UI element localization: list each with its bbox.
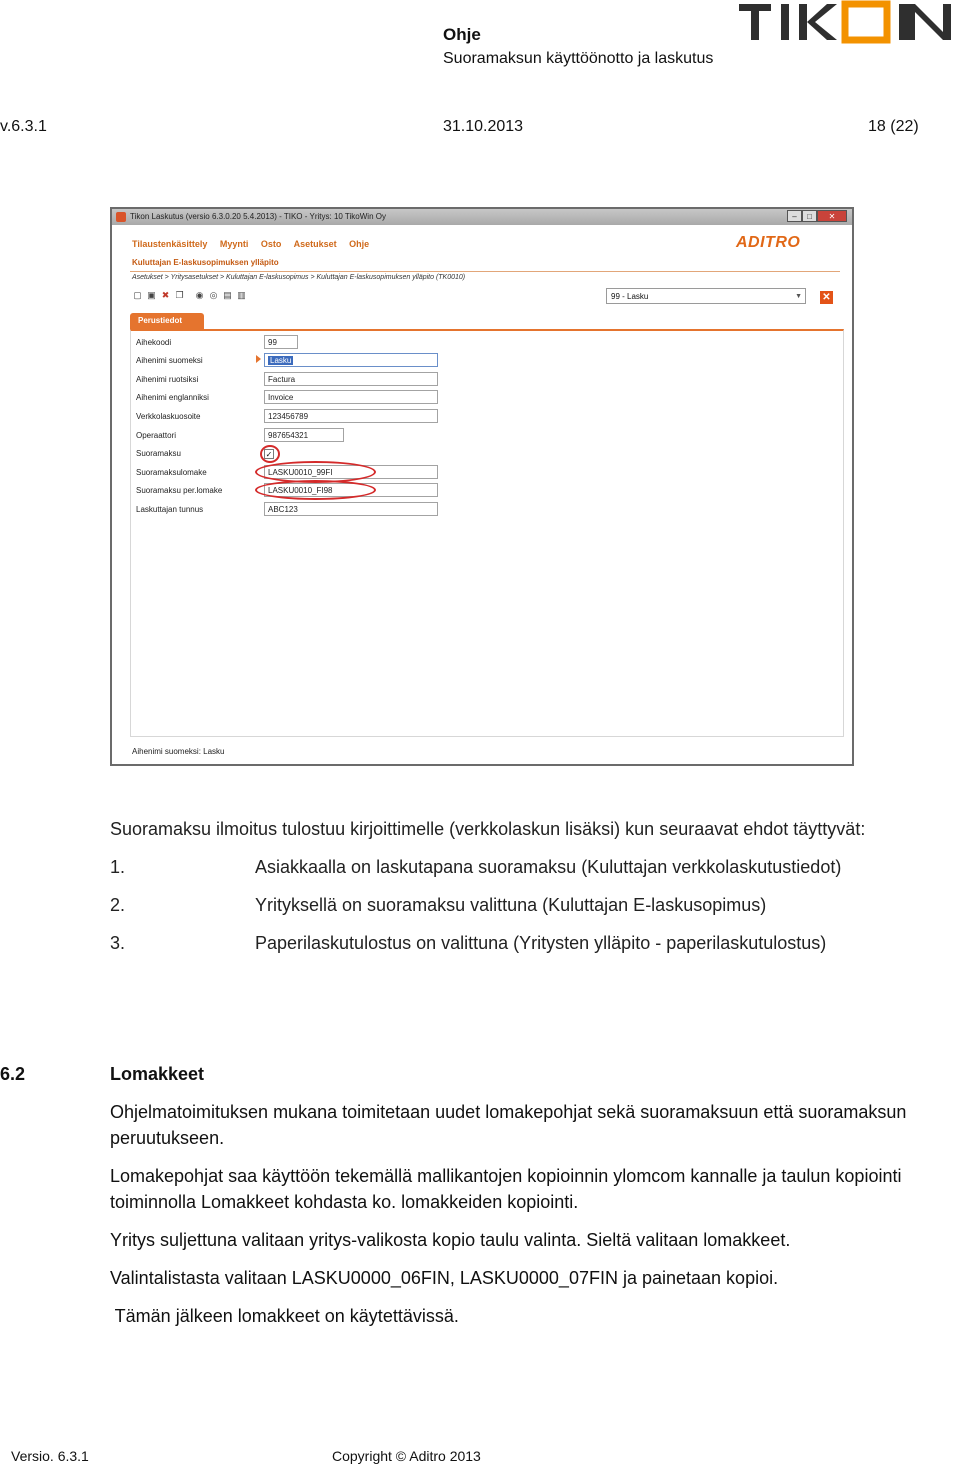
aihenimi-suomeksi-value: Lasku <box>270 356 292 365</box>
paragraph-5: Tämän jälkeen lomakkeet on käytettävissä. <box>110 1306 459 1326</box>
doc-title: Ohje <box>443 25 481 44</box>
condition-3-number: 3. <box>110 933 126 953</box>
copy-icon[interactable]: ❐ <box>175 290 184 300</box>
label-aihenimi-suomeksi: Aihenimi suomeksi <box>136 356 203 365</box>
breadcrumb: Asetukset > Yritysasetukset > Kuluttajan E-laskusopimus > Kuluttajan E-laskusopimuksen ylläpito (TK0010) <box>132 274 466 281</box>
new-icon[interactable]: ▢ <box>133 290 142 300</box>
footer-version: Versio. 6.3.1 <box>11 1448 89 1464</box>
tikon-logo <box>737 0 959 44</box>
label-verkkolaskuosoite: Verkkolaskuosoite <box>136 412 201 421</box>
intro-text: Suoramaksu ilmoitus tulostuu kirjoittimelle (verkkolaskun lisäksi) kun seuraavat ehdot täyttyvät: <box>110 819 866 839</box>
menu-tilaustenkasittely[interactable]: Tilaustenkäsittely <box>132 239 208 249</box>
highlight-oval-per-lomake <box>255 480 376 500</box>
footer-copyright: Copyright © Aditro 2013 <box>332 1448 481 1464</box>
label-laskuttajan-tunnus: Laskuttajan tunnus <box>136 505 204 514</box>
aditro-logo: ADITRO <box>736 234 801 251</box>
close-form-button[interactable]: ✕ <box>820 291 833 304</box>
label-suoramaksulomake: Suoramaksulomake <box>136 468 207 477</box>
aihenimi-englanniksi-field[interactable]: Invoice <box>264 390 438 404</box>
menu-myynti[interactable]: Myynti <box>219 239 249 249</box>
section-title: Lomakkeet <box>110 1064 205 1084</box>
label-suoramaksu: Suoramaksu <box>136 449 181 458</box>
title-divider <box>130 271 840 272</box>
last-icon[interactable]: ▥ <box>237 290 246 300</box>
doc-version: v.6.3.1 <box>0 118 47 135</box>
first-icon[interactable]: ◉ <box>195 290 204 300</box>
condition-2-number: 2. <box>110 895 126 915</box>
app-icon <box>116 212 126 222</box>
verkkolaskuosoite-field[interactable]: 123456789 <box>264 409 438 423</box>
aihekoodi-field[interactable]: 99 <box>264 335 298 349</box>
window-titlebar <box>112 209 852 225</box>
paragraph-2: Lomakepohjat saa käyttöön tekemällä mallikantojen kopioinnin ylomcom kannalle ja taulun kopiointi toiminnolla Lomakkeet kohdasta ko. lomakkeiden kopiointi. <box>110 1166 902 1212</box>
next-icon[interactable]: ▤ <box>223 290 232 300</box>
close-window-button[interactable]: ✕ <box>817 210 847 222</box>
menu-osto[interactable]: Osto <box>260 239 282 249</box>
aihenimi-ruotsiksi-field[interactable]: Factura <box>264 372 438 386</box>
menu-bar <box>132 239 379 249</box>
aihenimi-suomeksi-field[interactable] <box>264 353 438 367</box>
operaattori-field[interactable]: 987654321 <box>264 428 344 442</box>
menu-asetukset[interactable]: Asetukset <box>293 239 337 249</box>
paragraph-4: Valintalistasta valitaan LASKU0000_06FIN, LASKU0000_07FIN ja painetaan kopioi. <box>110 1268 779 1288</box>
form-panel <box>130 329 844 737</box>
company-select[interactable] <box>606 288 806 304</box>
maximize-button[interactable]: □ <box>802 210 817 222</box>
suoramaksulomake-field[interactable]: LASKU0010_99FI <box>264 465 438 479</box>
condition-2-text: Yrityksellä on suoramaksu valittuna (Kuluttajan E-laskusopimus) <box>255 895 767 915</box>
app-window <box>110 207 854 766</box>
minimize-button[interactable]: – <box>787 210 802 222</box>
prev-icon[interactable]: ◎ <box>209 290 218 300</box>
condition-1-text: Asiakkaalla on laskutapana suoramaksu (Kuluttajan verkkolaskutustiedot) <box>255 857 842 877</box>
chevron-down-icon: ▼ <box>795 293 802 300</box>
label-aihekoodi: Aihekoodi <box>136 338 172 347</box>
company-select-value: 99 - Lasku <box>611 292 649 301</box>
paragraph-1: Ohjelmatoimituksen mukana toimitetaan uudet lomakepohjat sekä suoramaksuun että suoramaksun peruutukseen. <box>110 1102 907 1148</box>
condition-3-text: Paperilaskutulostus on valittuna (Yritysten ylläpito - paperilaskutulostus) <box>255 933 827 953</box>
page-number: 18 (22) <box>868 118 919 135</box>
label-aihenimi-englanniksi: Aihenimi englanniksi <box>136 393 209 402</box>
screen-title: Kuluttajan E-laskusopimuksen ylläpito <box>132 258 279 267</box>
condition-1-number: 1. <box>110 857 126 877</box>
status-bar: Aihenimi suomeksi: Lasku <box>132 747 225 756</box>
window-title: Tikon Laskutus (versio 6.3.0.20 5.4.2013) - TIKO - Yritys: 10 TikoWin Oy <box>130 212 386 221</box>
save-icon[interactable]: ▣ <box>147 290 156 300</box>
section-number: 6.2 <box>0 1064 26 1084</box>
highlight-oval-suoramaksu <box>260 445 280 463</box>
suoramaksu-per-lomake-field[interactable]: LASKU0010_FI98 <box>264 483 438 497</box>
paragraph-3: Yritys suljettuna valitaan yritys-valikosta kopio taulu valinta. Sieltä valitaan lomakkeet. <box>110 1230 791 1250</box>
menu-ohje[interactable]: Ohje <box>349 239 370 249</box>
delete-icon[interactable]: ✖ <box>161 290 170 300</box>
doc-subtitle: Suoramaksun käyttöönotto ja laskutus <box>443 50 714 67</box>
suoramaksu-checkbox[interactable]: ✓ <box>265 450 273 459</box>
tab-perustiedot[interactable]: Perustiedot <box>130 313 204 329</box>
label-operaattori: Operaattori <box>136 431 177 440</box>
label-aihenimi-ruotsiksi: Aihenimi ruotsiksi <box>136 375 199 384</box>
laskuttajan-tunnus-field[interactable]: ABC123 <box>264 502 438 516</box>
label-suoramaksu-per-lomake: Suoramaksu per.lomake <box>136 486 223 495</box>
doc-date: 31.10.2013 <box>443 118 524 135</box>
current-row-marker-icon <box>256 355 261 363</box>
